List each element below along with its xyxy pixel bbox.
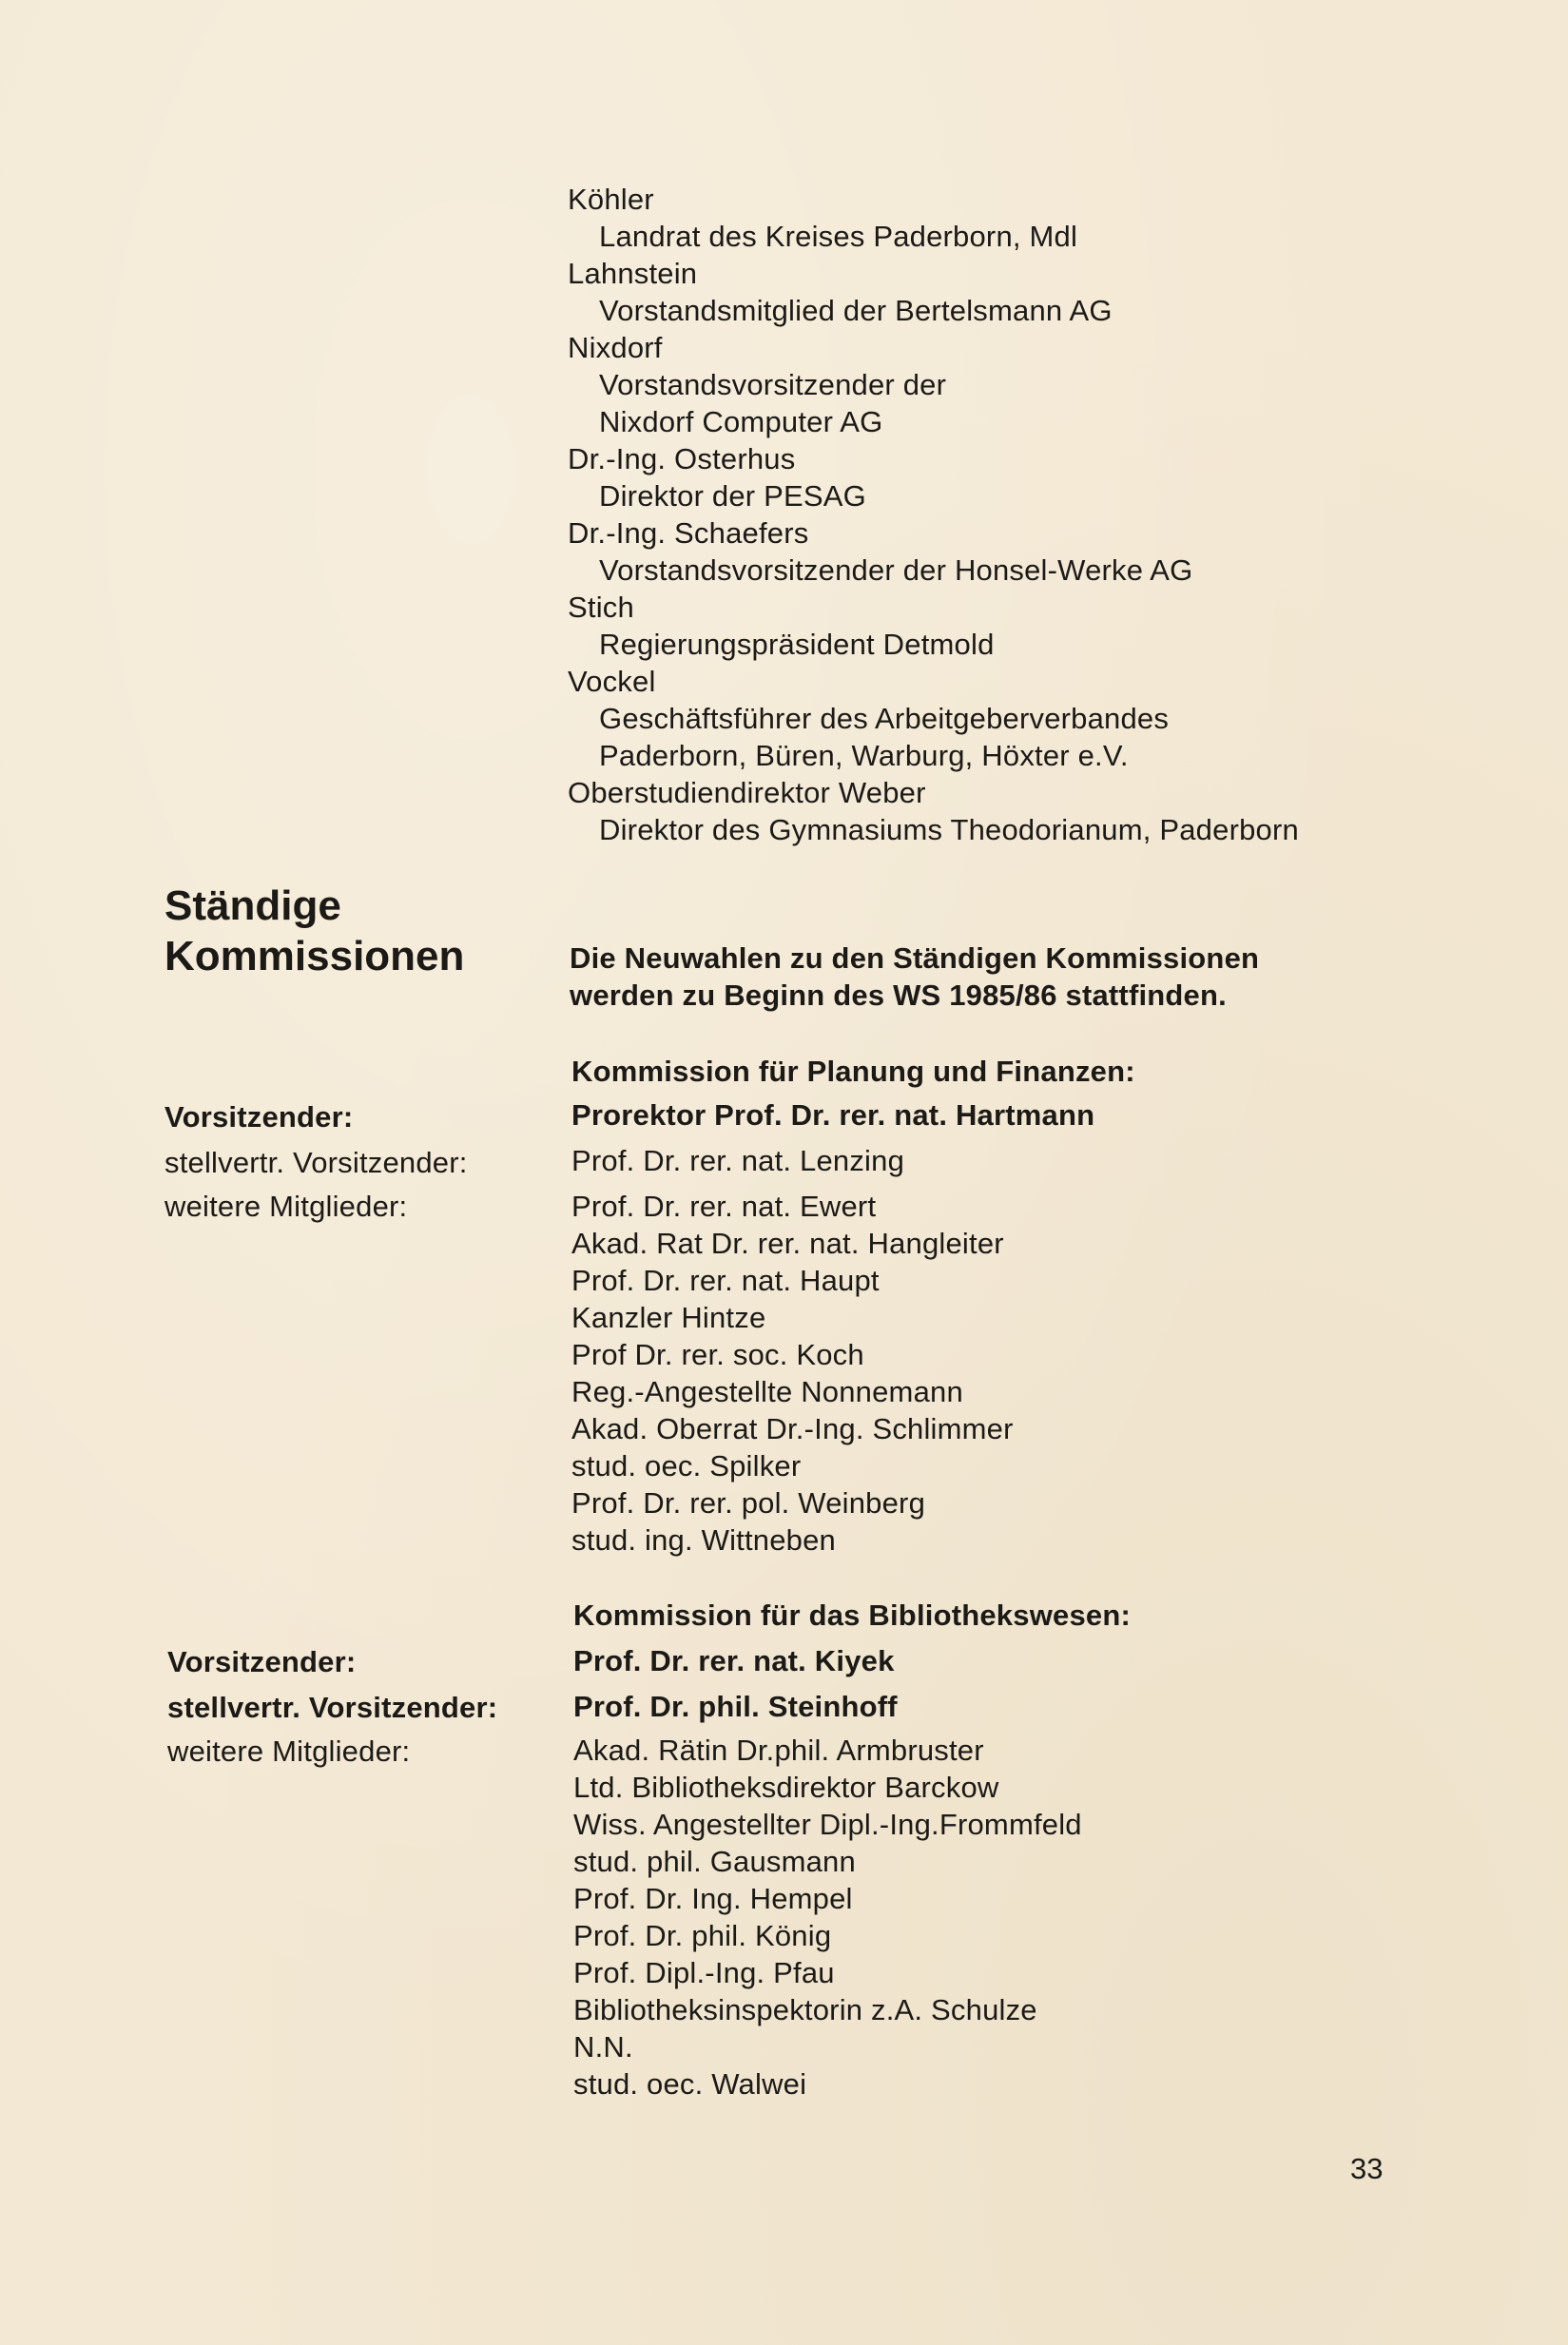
board-member-name: Stich — [568, 591, 634, 624]
board-member-name: Köhler — [568, 183, 654, 216]
deputy-name: Prof. Dr. rer. nat. Lenzing — [571, 1144, 905, 1177]
member-name: Bibliotheksinspektorin z.A. Schulze — [573, 1993, 1037, 2026]
member-name: Wiss. Angestellter Dipl.-Ing.Frommfeld — [573, 1808, 1082, 1841]
board-member-role: Regierungspräsident Detmold — [599, 628, 995, 661]
member-name: N.N. — [573, 2030, 633, 2064]
section-intro-line2: werden zu Beginn des WS 1985/86 stattfinden. — [570, 979, 1227, 1012]
board-member-name: Lahnstein — [568, 257, 698, 290]
member-name: stud. oec. Walwei — [573, 2067, 807, 2101]
board-member-role: Landrat des Kreises Paderborn, Mdl — [599, 220, 1078, 253]
deputy-label: stellvertr. Vorsitzender: — [167, 1691, 498, 1724]
section-intro-line1: Die Neuwahlen zu den Ständigen Kommissionen — [570, 941, 1260, 975]
member-name: Prof. Dr. Ing. Hempel — [573, 1882, 853, 1915]
board-member-role: Geschäftsführer des Arbeitgeberverbandes — [599, 702, 1170, 735]
page-number: 33 — [1350, 2152, 1384, 2185]
board-member-name: Dr.-Ing. Schaefers — [568, 516, 809, 550]
member-name: Prof. Dipl.-Ing. Pfau — [573, 1956, 835, 1989]
board-member-role: Vorstandsvorsitzender der — [599, 368, 947, 401]
member-name: stud. phil. Gausmann — [573, 1845, 856, 1878]
member-name: Prof. Dr. rer. nat. Haupt — [571, 1264, 880, 1297]
member-name: Akad. Rätin Dr.phil. Armbruster — [573, 1734, 984, 1767]
board-member-role: Direktor der PESAG — [599, 479, 866, 513]
commission-title: Kommission für Planung und Finanzen: — [571, 1055, 1135, 1088]
member-name: stud. oec. Spilker — [571, 1449, 802, 1483]
chair-name: Prorektor Prof. Dr. rer. nat. Hartmann — [571, 1098, 1095, 1132]
chair-label: Vorsitzender: — [165, 1100, 354, 1134]
member-name: Akad. Oberrat Dr.-Ing. Schlimmer — [571, 1412, 1014, 1445]
member-name: Ltd. Bibliotheksdirektor Barckow — [573, 1771, 999, 1804]
member-name: Prof. Dr. phil. König — [573, 1919, 832, 1952]
section-title-line2: Kommissionen — [165, 933, 465, 979]
board-member-role: Paderborn, Büren, Warburg, Höxter e.V. — [599, 739, 1129, 772]
board-member-role: Vorstandsvorsitzender der Honsel-Werke AG — [599, 553, 1193, 587]
members-label: weitere Mitglieder: — [167, 1735, 411, 1768]
section-title-line1: Ständige — [165, 882, 341, 929]
members-label: weitere Mitglieder: — [165, 1190, 408, 1223]
chair-name: Prof. Dr. rer. nat. Kiyek — [573, 1644, 895, 1677]
board-member-role: Vorstandsmitglied der Bertelsmann AG — [599, 294, 1113, 327]
member-name: Reg.-Angestellte Nonnemann — [571, 1375, 963, 1408]
board-member-role: Direktor des Gymnasiums Theodorianum, Paderborn — [599, 813, 1299, 846]
commission-title: Kommission für das Bibliothekswesen: — [573, 1599, 1131, 1632]
member-name: Kanzler Hintze — [571, 1301, 766, 1334]
member-name: Prof. Dr. rer. nat. Ewert — [571, 1190, 877, 1223]
member-name: stud. ing. Wittneben — [571, 1523, 836, 1557]
member-name: Prof. Dr. rer. pol. Weinberg — [571, 1486, 926, 1520]
board-member-name: Nixdorf — [568, 331, 663, 364]
board-member-name: Oberstudiendirektor Weber — [568, 776, 926, 809]
board-member-role: Nixdorf Computer AG — [599, 405, 883, 438]
board-member-name: Vockel — [568, 665, 656, 698]
chair-label: Vorsitzender: — [167, 1645, 357, 1678]
member-name: Akad. Rat Dr. rer. nat. Hangleiter — [571, 1227, 1004, 1260]
member-name: Prof Dr. rer. soc. Koch — [571, 1338, 864, 1371]
board-member-name: Dr.-Ing. Osterhus — [568, 442, 796, 475]
deputy-name: Prof. Dr. phil. Steinhoff — [573, 1690, 898, 1723]
deputy-label: stellvertr. Vorsitzender: — [165, 1146, 468, 1179]
